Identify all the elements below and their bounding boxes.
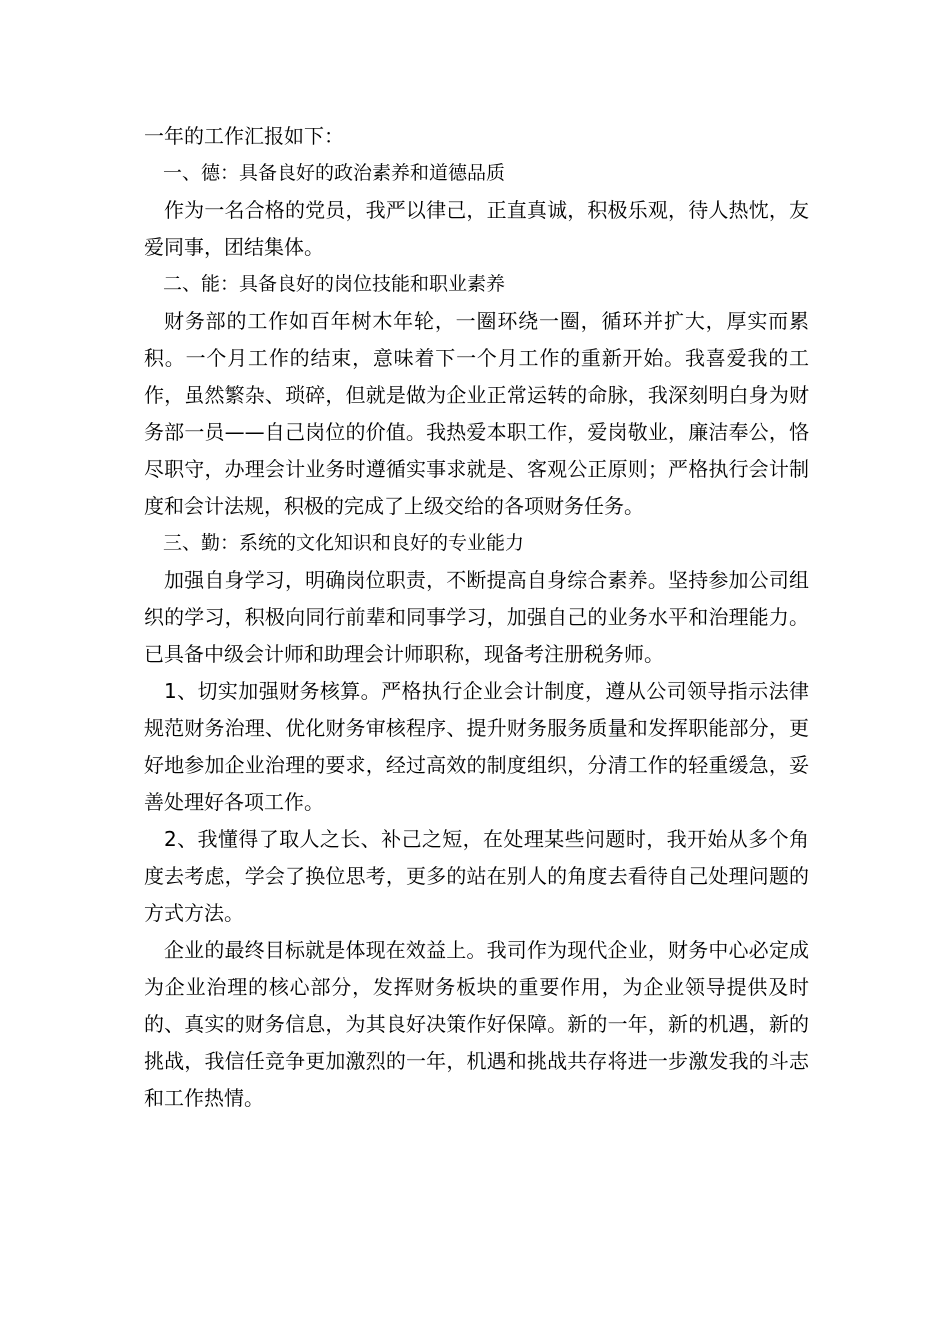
section-1-body: 作为一名合格的党员，我严以律己，正直真诚，积极乐观，待人热忱，友爱同事，团结集体。 (144, 198, 809, 259)
section-3-body: 加强自身学习，明确岗位职责，不断提高自身综合素养。坚持参加公司组织的学习，积极向同行前辈和同事学习，加强自己的业务水平和治理能力。已具备中级会计师和助理会计师职称，现备考注册税务师。 (144, 568, 809, 666)
section-2-body: 财务部的工作如百年树木年轮，一圈环绕一圈，循环并扩大，厚实而累积。一个月工作的结束，意味着下一个月工作的重新开始。我喜爱我的工作，虽然繁杂、琐碎，但就是做为企业正常运转的命脉，我深刻明白身为财务部一员——自己岗位的价值。我热爱本职工作，爱岗敬业，廉洁奉公，恪尽职守，办理会计业务时遵循实事求就是、客观公正原则；严格执行会计制度和会计法规，积极的完成了上级交给的各项财务任务。 (144, 309, 809, 518)
section-1-heading: 一、德：具备良好的政治素养和道德品质 (163, 162, 506, 184)
closing-paragraph: 企业的最终目标就是体现在效益上。我司作为现代企业，财务中心必定成为企业治理的核心部分，发挥财务板块的重要作用，为企业领导提供及时的、真实的财务信息，为其良好决策作好保障。新的一年，新的机遇，新的挑战，我信任竞争更加激烈的一年，机遇和挑战共存将进一步激发我的斗志和工作热情。 (144, 938, 809, 1110)
section-2-heading: 二、能：具备良好的岗位技能和职业素养 (163, 273, 506, 295)
list-item-1: 1、切实加强财务核算。严格执行企业会计制度，遵从公司领导指示法律规范财务治理、优化财务审核程序、提升财务服务质量和发挥职能部分，更好地参加企业治理的要求，经过高效的制度组织，分清工作的轻重缓急，妥善处理好各项工作。 (144, 679, 809, 814)
document-body (144, 118, 809, 1117)
list-item-2: 2、我懂得了取人之长、补己之短，在处理某些问题时，我开始从多个角度去考虑，学会了换位思考，更多的站在别人的角度去看待自己处理问题的方式方法。 (144, 827, 809, 925)
section-3-heading: 三、勤：系统的文化知识和良好的专业能力 (163, 532, 525, 554)
intro-line: 一年的工作汇报如下： (144, 124, 344, 148)
